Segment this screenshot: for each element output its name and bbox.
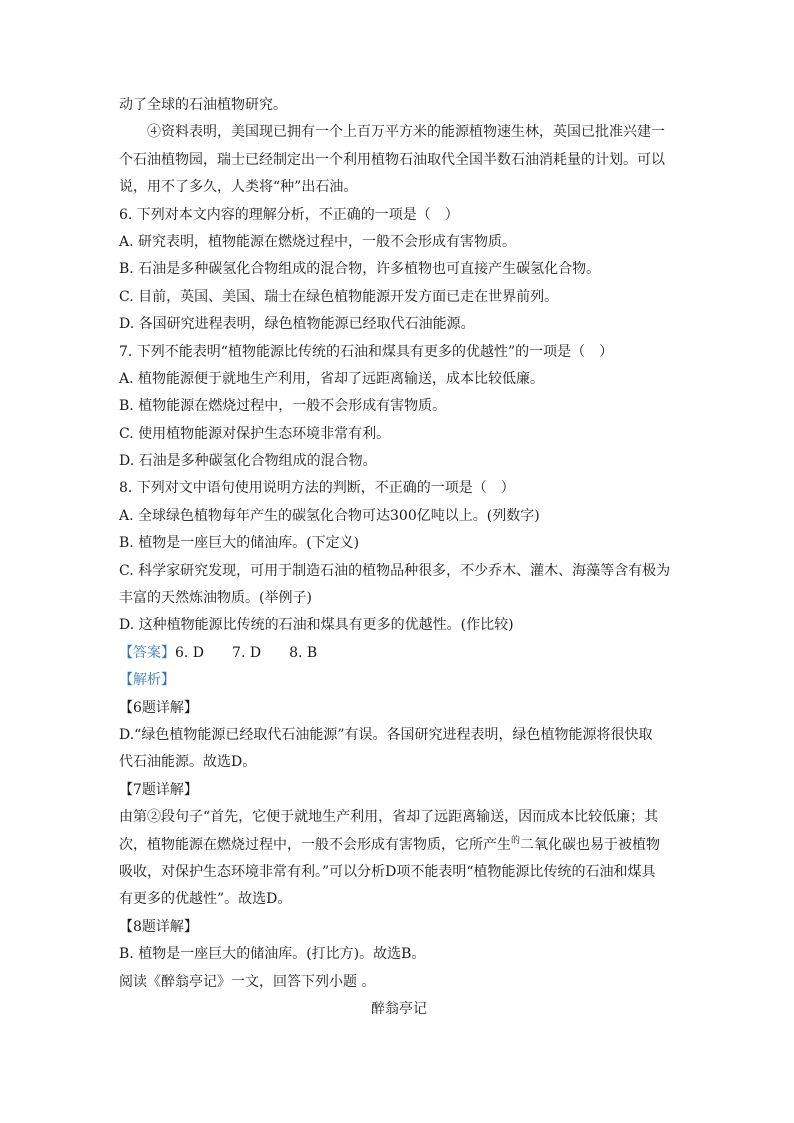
option-d: D. 石油是多种碳氢化合物组成的混合物。 [119, 453, 377, 470]
body-line: ④资料表明，美国现已拥有一个上百万平方米的能源植物速生林，英国已批准兴建一 [147, 124, 665, 141]
option-a: A. 植物能源便于就地生产利用，省却了远距离输送，成本比较低廉。 [119, 370, 545, 387]
q7-explanation: 有更多的优越性”。故选D。 [119, 891, 292, 908]
q7-text: 二氧化碳也易于被植物 [520, 836, 661, 853]
reading-prompt: 阅读《醉翁亭记》一文，回答下列小题 。 [119, 973, 376, 990]
option-c-continued: 丰富的天然炼油物质。(举例子) [119, 590, 312, 607]
q7-heading: 【7题详解】 [119, 781, 198, 798]
answer-text: 6. D 7. D 8. B [175, 644, 318, 661]
option-c: C. 目前，英国、美国、瑞士在绿色植物能源开发方面已走在世界前列。 [119, 288, 559, 305]
q7-explanation [119, 832, 679, 859]
q7-text: 次，植物能源在燃烧过程中，一般不会形成有害物质，它所产生 [119, 836, 511, 853]
q7-explanation: 由第②段句子“首先，它便于就地生产利用，省却了远距离输送，因而成本比较低廉；其 [119, 809, 659, 826]
option-d: D. 这种植物能源比传统的石油和煤具有更多的优越性。(作比较) [119, 617, 514, 634]
option-a: A. 全球绿色植物每年产生的碳氢化合物可达300亿吨以上。(列数字) [119, 507, 540, 524]
answer-line [119, 640, 679, 667]
body-line: 说，用不了多久，人类将“种”出石油。 [119, 179, 358, 196]
q8-heading: 【8题详解】 [119, 918, 198, 935]
q6-heading: 【6题详解】 [119, 699, 198, 716]
option-d: D. 各国研究进程表明，绿色植物能源已经取代石油能源。 [119, 316, 475, 333]
q7-superscript: 的 [511, 835, 521, 846]
document-page [119, 92, 679, 1023]
q7-explanation: 吸收，对保护生态环境非常有利。”可以分析D项不能表明“植物能源比传统的石油和煤具 [119, 863, 656, 880]
option-b: B. 植物能源在燃烧过程中，一般不会形成有害物质。 [119, 398, 447, 415]
analysis-label: 【解析】 [119, 672, 175, 689]
body-line: 动了全球的石油植物研究。 [119, 97, 287, 113]
question-8: 8. 下列对文中语句使用说明方法的判断，不正确的一项是（ ） [119, 480, 515, 497]
question-7: 7. 下列不能表明“植物能源比传统的石油和煤具有更多的优越性”的一项是（ ） [119, 343, 614, 360]
passage-title: 醉翁亭记 [371, 1000, 427, 1017]
q8-explanation: B. 植物是一座巨大的储油库。(打比方)。故选B。 [119, 946, 426, 963]
option-c: C. 使用植物能源对保护生态环境非常有利。 [119, 425, 391, 442]
answer-label: 【答案】 [119, 644, 175, 661]
option-a: A. 研究表明，植物能源在燃烧过程中，一般不会形成有害物质。 [119, 233, 517, 250]
option-c: C. 科学家研究发现，可用于制造石油的植物品种很多，不少乔木、灌木、海藻等含有极为 [119, 562, 671, 579]
q6-explanation: 代石油能源。故选D。 [119, 754, 257, 771]
option-b: B. 植物是一座巨大的储油库。(下定义) [119, 535, 360, 552]
option-b: B. 石油是多种碳氢化合物组成的混合物，许多植物也可直接产生碳氢化合物。 [119, 261, 601, 278]
question-6: 6. 下列对本文内容的理解分析，不正确的一项是（ ） [119, 206, 459, 223]
body-line: 个石油植物园，瑞士已经制定出一个利用植物石油取代全国半数石油消耗量的计划。可以 [119, 151, 665, 168]
q6-explanation: D.“绿色植物能源已经取代石油能源”有误。各国研究进程表明，绿色植物能源将很快取 [119, 726, 653, 743]
